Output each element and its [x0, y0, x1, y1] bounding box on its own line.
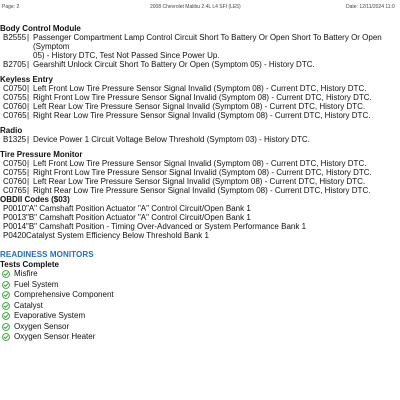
monitor-item: [0, 269, 400, 280]
monitor-label: Oxygen Sensor: [14, 321, 70, 331]
separator: |: [27, 93, 30, 102]
obd-description: "B" Camshaft Position Actuator "A" Control Circuit/Open Bank 1: [26, 213, 251, 222]
dtc-description: Right Rear Low Tire Pressure Sensor Signal Invalid (Symptom 08) - Current DTC, History DTC.: [33, 186, 371, 195]
dtc-row: [0, 84, 400, 93]
obd-code: P0010: [3, 204, 27, 213]
dtc-description: Right Front Low Tire Pressure Sensor Signal Invalid (Symptom 08) - Current DTC, History DTC.: [33, 168, 372, 177]
monitor-item: [0, 301, 400, 312]
report-content: [0, 24, 400, 343]
check-circle-icon: [2, 291, 10, 299]
separator: |: [27, 177, 30, 186]
obd-description: "A" Camshaft Position Actuator "A" Control Circuit/Open Bank 1: [26, 204, 251, 213]
dtc-code: B2555: [3, 33, 27, 42]
separator: |: [27, 102, 30, 111]
monitor-item: [0, 290, 400, 301]
dtc-description: Left Front Low Tire Pressure Sensor Signal Invalid (Symptom 08) - Current DTC, History DTC.: [33, 159, 367, 168]
check-circle-icon: [2, 270, 10, 278]
vehicle-title: 2008 Chevrolet Malibu 2.4L L4 SFI (LE5): [150, 4, 241, 10]
check-circle-icon: [2, 312, 10, 320]
dtc-row: [0, 111, 400, 120]
dtc-description: Right Rear Low Tire Pressure Sensor Signal Invalid (Symptom 08) - Current DTC, History DTC.: [33, 111, 371, 120]
check-circle-icon: [2, 302, 10, 310]
dtc-row: [0, 135, 400, 144]
monitor-label: Fuel System: [14, 279, 59, 289]
section-readiness-monitors: [0, 250, 400, 343]
monitor-item: [0, 322, 400, 333]
dtc-row: [0, 177, 400, 186]
monitor-label: Evaporative System: [14, 311, 86, 320]
separator: |: [27, 168, 30, 177]
dtc-code: C0750: [3, 159, 27, 168]
dtc-description: Left Rear Low Tire Pressure Sensor Signal Invalid (Symptom 08) - Current DTC, History DTC.: [33, 177, 366, 186]
separator: |: [27, 186, 30, 195]
dtc-description: Left Front Low Tire Pressure Sensor Signal Invalid (Symptom 08) - Current DTC, History DTC.: [33, 84, 367, 93]
obd-row: [0, 222, 400, 231]
monitor-label: Catalyst: [14, 300, 43, 310]
monitor-label: Comprehensive Component: [14, 290, 114, 299]
separator: |: [27, 135, 30, 144]
check-circle-icon: [2, 333, 10, 341]
obd-description: Catalyst System Efficiency Below Threshold Bank 1: [26, 231, 209, 240]
section-title: OBDII Codes ($03): [0, 195, 70, 204]
section-tire-pressure-monitor: [0, 150, 400, 195]
dtc-row: [0, 33, 400, 60]
monitor-label: Oxygen Sensor Heater: [14, 332, 96, 341]
check-circle-icon: [2, 323, 10, 331]
monitor-list: [0, 269, 400, 343]
section-body-control-module: [0, 24, 400, 69]
dtc-code: C0765: [3, 111, 27, 120]
obd-row: [0, 213, 400, 222]
dtc-row: [0, 93, 400, 102]
readiness-title: READINESS MONITORS: [0, 250, 94, 259]
section-obdii-codes: [0, 195, 400, 240]
dtc-code: C0755: [3, 93, 27, 102]
dtc-row: [0, 159, 400, 168]
dtc-description: Gearshift Unlock Circuit Short To Battery Or Open (Symptom 05) - History DTC.: [33, 60, 315, 69]
dtc-row: [0, 186, 400, 195]
dtc-description: Device Power 1 Circuit Voltage Below Threshold (Symptom 03) - History DTC.: [33, 135, 310, 144]
check-circle-icon: [2, 281, 10, 289]
obd-code: P0014: [3, 222, 27, 231]
section-title: Body Control Module: [0, 24, 81, 33]
section-radio: [0, 126, 400, 144]
dtc-row: [0, 168, 400, 177]
section-title: Radio: [0, 126, 23, 135]
dtc-code: C0765: [3, 186, 27, 195]
separator: |: [27, 84, 30, 93]
dtc-description-line: Passenger Compartment Lamp Control Circuit Short To Battery Or Open Short To Battery Or Open (Symptom: [33, 33, 382, 51]
obd-row: [0, 231, 400, 240]
dtc-row: [0, 102, 400, 111]
obd-row: [0, 204, 400, 213]
section-keyless-entry: [0, 75, 400, 120]
separator: |: [27, 33, 30, 42]
report-date: Date: 12/11/2024 11:0: [346, 4, 395, 10]
page-number: Page: 2: [2, 4, 20, 10]
dtc-code: B1325: [3, 135, 27, 144]
dtc-description-cont: 05) - History DTC, Test Not Passed Since Power Up.: [33, 51, 220, 60]
dtc-code: B2705: [3, 60, 27, 69]
separator: |: [27, 111, 30, 120]
section-title: Tire Pressure Monitor: [0, 150, 83, 159]
separator: |: [27, 60, 30, 69]
monitor-label: Misfire: [14, 269, 38, 278]
dtc-description: Left Rear Low Tire Pressure Sensor Signal Invalid (Symptom 08) - Current DTC, History DTC.: [33, 102, 366, 111]
tests-complete-label: Tests Complete: [0, 260, 59, 269]
page-header: [0, 4, 400, 14]
separator: |: [27, 159, 30, 168]
obd-code: P0420: [3, 231, 27, 240]
obd-description: "B" Camshaft Position - Timing Over-Advanced or System Performance Bank 1: [26, 222, 307, 231]
obd-code: P0013: [3, 213, 27, 222]
dtc-row: [0, 60, 400, 69]
dtc-code: C0760: [3, 102, 27, 111]
monitor-item: [0, 332, 400, 343]
dtc-code: C0755: [3, 168, 27, 177]
dtc-code: C0760: [3, 177, 27, 186]
monitor-item: [0, 280, 400, 291]
section-title: Keyless Entry: [0, 75, 53, 84]
dtc-description: [33, 33, 400, 60]
dtc-code: C0750: [3, 84, 27, 93]
dtc-description: Right Front Low Tire Pressure Sensor Signal Invalid (Symptom 08) - Current DTC, History DTC.: [33, 93, 372, 102]
monitor-item: [0, 311, 400, 322]
